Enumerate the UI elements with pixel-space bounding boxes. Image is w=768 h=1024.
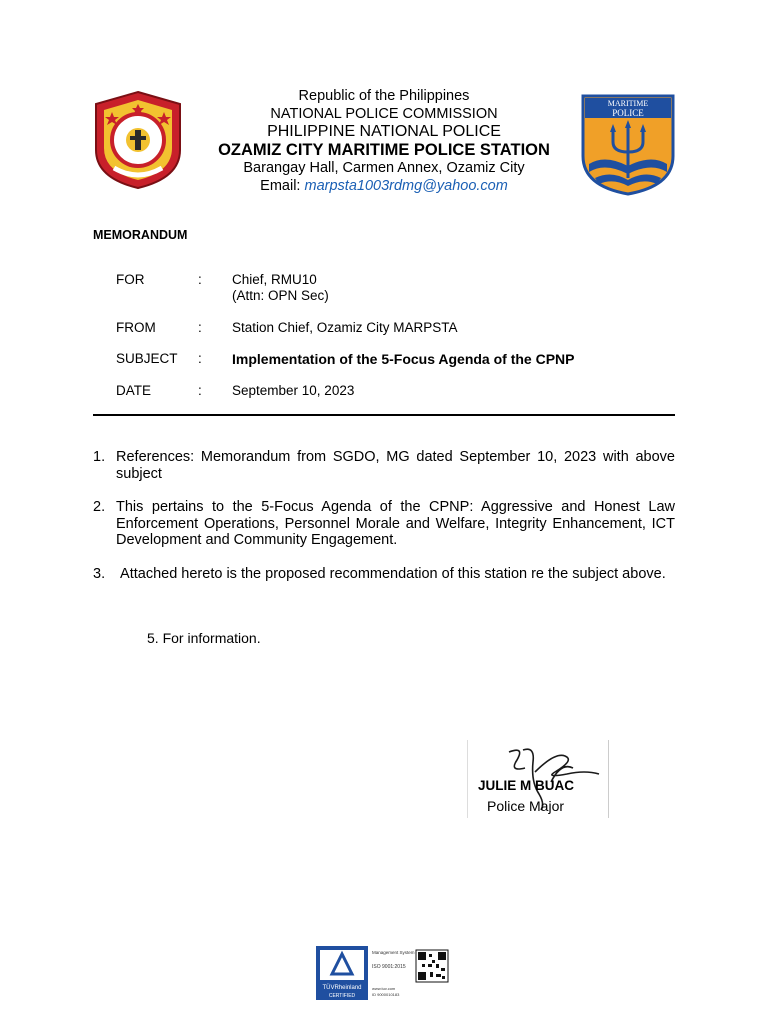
letterhead	[190, 87, 578, 195]
signatory-rank: Police Major	[487, 798, 565, 814]
tuv-id-text: ID 9000010183	[372, 992, 400, 997]
tuv-brand-text: TÜVRheinland	[322, 985, 362, 991]
paragraph-1-number: 1.	[93, 449, 106, 465]
from-label: FROM	[116, 320, 156, 335]
paragraph-5: 5. For information.	[147, 630, 261, 646]
memo-title: MEMORANDUM	[93, 228, 188, 242]
header-address: Barangay Hall, Carmen Annex, Ozamiz City	[243, 160, 525, 176]
tuv-url-text: www.tuv.com	[372, 986, 396, 991]
for-label: FOR	[116, 272, 145, 287]
date-label: DATE	[116, 383, 152, 398]
from-value: Station Chief, Ozamiz City MARPSTA	[232, 320, 458, 335]
header-napolcom: NATIONAL POLICE COMMISSION	[270, 106, 498, 122]
subject-value: Implementation of the 5-Focus Agenda of the CPNP	[232, 351, 575, 367]
email-label: Email:	[260, 178, 301, 194]
signatory-name: JULIE M BUAC	[478, 778, 575, 793]
header-republic: Republic of the Philippines	[298, 88, 470, 104]
paragraph-2	[93, 499, 675, 549]
paragraph-3-number: 3.	[93, 566, 106, 582]
tuv-certified-text: CERTIFIED	[328, 993, 356, 999]
subject-label: SUBJECT	[116, 351, 178, 366]
qr-code-icon	[416, 950, 448, 982]
maritime-police-badge-logo	[581, 94, 675, 196]
date-value: September 10, 2023	[232, 383, 355, 398]
date-colon: :	[198, 383, 202, 398]
paragraph-1	[93, 449, 675, 482]
from-colon: :	[198, 320, 202, 335]
for-value: Chief, RMU10	[232, 272, 317, 287]
tuv-system-text: Management System	[372, 950, 415, 955]
for-value-attn: (Attn: OPN Sec)	[232, 288, 329, 303]
header-station: OZAMIZ CITY MARITIME POLICE STATION	[218, 141, 550, 159]
tuv-certification-badge	[316, 946, 450, 1000]
paragraph-2-text: This pertains to the 5-Focus Agenda of the CPNP: Aggressive and Honest Law Enforcement Operations, Personnel Morale and Welfare, Integrity Enhancement, ICT Development and Community Engagement.	[116, 499, 675, 548]
header-divider	[93, 414, 675, 416]
tuv-iso-text: ISO 9001:2015	[372, 964, 406, 970]
badge-text-maritime: MARITIME	[607, 99, 649, 108]
pnp-seal-logo	[92, 90, 184, 190]
subject-colon: :	[198, 351, 202, 366]
for-colon: :	[198, 272, 202, 287]
header-pnp: PHILIPPINE NATIONAL POLICE	[267, 123, 501, 140]
paragraph-2-number: 2.	[93, 499, 106, 515]
paragraph-3-text: Attached hereto is the proposed recommendation of this station re the subject above.	[116, 566, 666, 582]
paragraph-1-text: References: Memorandum from SGDO, MG dated September 10, 2023 with above subject	[116, 449, 675, 482]
badge-text-police: POLICE	[612, 108, 644, 118]
header-email-line	[190, 177, 578, 195]
email-link[interactable]: marpsta1003rdmg@yahoo.com	[304, 178, 508, 194]
paragraph-3	[93, 566, 675, 583]
